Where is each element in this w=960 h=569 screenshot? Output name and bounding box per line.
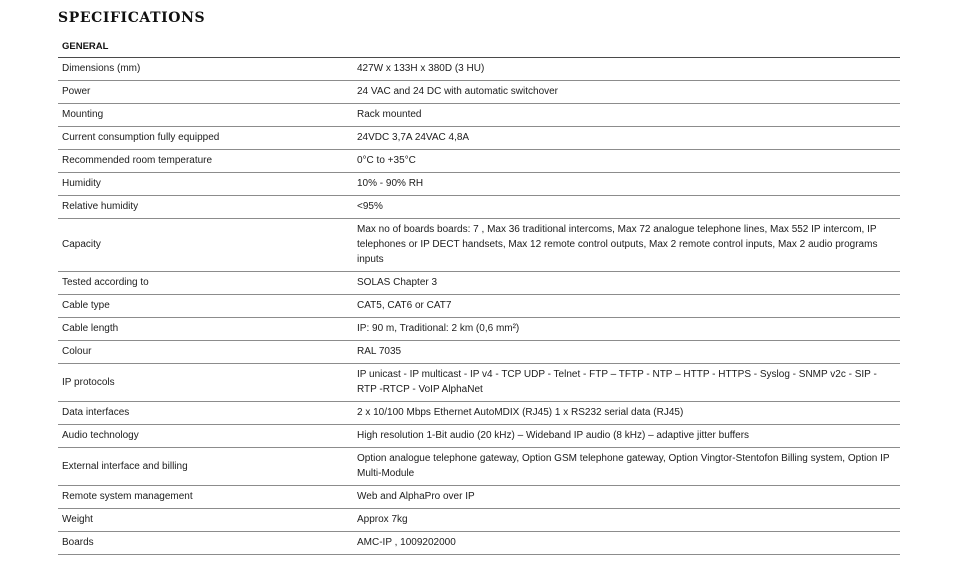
page-title: SPECIFICATIONS (58, 10, 206, 26)
table-row (58, 219, 900, 272)
spec-label: Tested according to (58, 272, 353, 295)
table-row (58, 150, 900, 173)
spec-value: 427W x 133H x 380D (3 HU) (353, 58, 900, 81)
spec-value: 2 x 10/100 Mbps Ethernet AutoMDIX (RJ45) 1 x RS232 serial data (RJ45) (353, 402, 900, 425)
spec-label: Power (58, 81, 353, 104)
spec-label: Weight (58, 509, 353, 532)
specifications-table (58, 36, 900, 555)
spec-label: Boards (58, 532, 353, 555)
table-row (58, 532, 900, 555)
table-row (58, 272, 900, 295)
table-row (58, 402, 900, 425)
table-row (58, 81, 900, 104)
spec-value: Max no of boards boards: 7 , Max 36 traditional intercoms, Max 72 analogue telephone lines, Max 552 IP intercom, IP telephones or IP DECT handsets, Max 12 remote control outputs, Max 2 remote control inputs, Max 2 audio programs inputs (353, 219, 900, 272)
spec-label: Humidity (58, 173, 353, 196)
table-row (58, 173, 900, 196)
table-row (58, 425, 900, 448)
spec-value: 10% - 90% RH (353, 173, 900, 196)
spec-value: 0°C to +35°C (353, 150, 900, 173)
table-row (58, 127, 900, 150)
spec-label: Data interfaces (58, 402, 353, 425)
spec-value: Option analogue telephone gateway, Option GSM telephone gateway, Option Vingtor-Stentofon Billing system, Option IP Multi-Module (353, 448, 900, 486)
table-row (58, 196, 900, 219)
spec-value: 24 VAC and 24 DC with automatic switchover (353, 81, 900, 104)
spec-label: Colour (58, 341, 353, 364)
section-heading: GENERAL (58, 36, 900, 58)
table-row (58, 341, 900, 364)
spec-value: Rack mounted (353, 104, 900, 127)
table-row (58, 104, 900, 127)
spec-value: Approx 7kg (353, 509, 900, 532)
spec-value: RAL 7035 (353, 341, 900, 364)
spec-label: Recommended room temperature (58, 150, 353, 173)
spec-label: Relative humidity (58, 196, 353, 219)
spec-label: Current consumption fully equipped (58, 127, 353, 150)
spec-label: Cable length (58, 318, 353, 341)
spec-value: SOLAS Chapter 3 (353, 272, 900, 295)
table-row (58, 364, 900, 402)
table-row (58, 318, 900, 341)
table-row (58, 448, 900, 486)
spec-value: IP: 90 m, Traditional: 2 km (0,6 mm²) (353, 318, 900, 341)
table-row (58, 58, 900, 81)
spec-value: CAT5, CAT6 or CAT7 (353, 295, 900, 318)
spec-label: Dimensions (mm) (58, 58, 353, 81)
spec-value: Web and AlphaPro over IP (353, 486, 900, 509)
section-header-row (58, 36, 900, 58)
spec-value: <95% (353, 196, 900, 219)
spec-value: AMC-IP , 1009202000 (353, 532, 900, 555)
table-row (58, 486, 900, 509)
spec-label: External interface and billing (58, 448, 353, 486)
spec-label: Remote system management (58, 486, 353, 509)
spec-label: IP protocols (58, 364, 353, 402)
spec-label: Mounting (58, 104, 353, 127)
spec-label: Audio technology (58, 425, 353, 448)
spec-value: 24VDC 3,7A 24VAC 4,8A (353, 127, 900, 150)
table-row (58, 509, 900, 532)
spec-value: High resolution 1-Bit audio (20 kHz) – Wideband IP audio (8 kHz) – adaptive jitter buffers (353, 425, 900, 448)
spec-value: IP unicast - IP multicast - IP v4 - TCP UDP - Telnet - FTP – TFTP - NTP – HTTP - HTTPS - Syslog - SNMP v2c - SIP - RTP -RTCP - VoIP AlphaNet (353, 364, 900, 402)
spec-label: Capacity (58, 219, 353, 272)
spec-label: Cable type (58, 295, 353, 318)
table-row (58, 295, 900, 318)
